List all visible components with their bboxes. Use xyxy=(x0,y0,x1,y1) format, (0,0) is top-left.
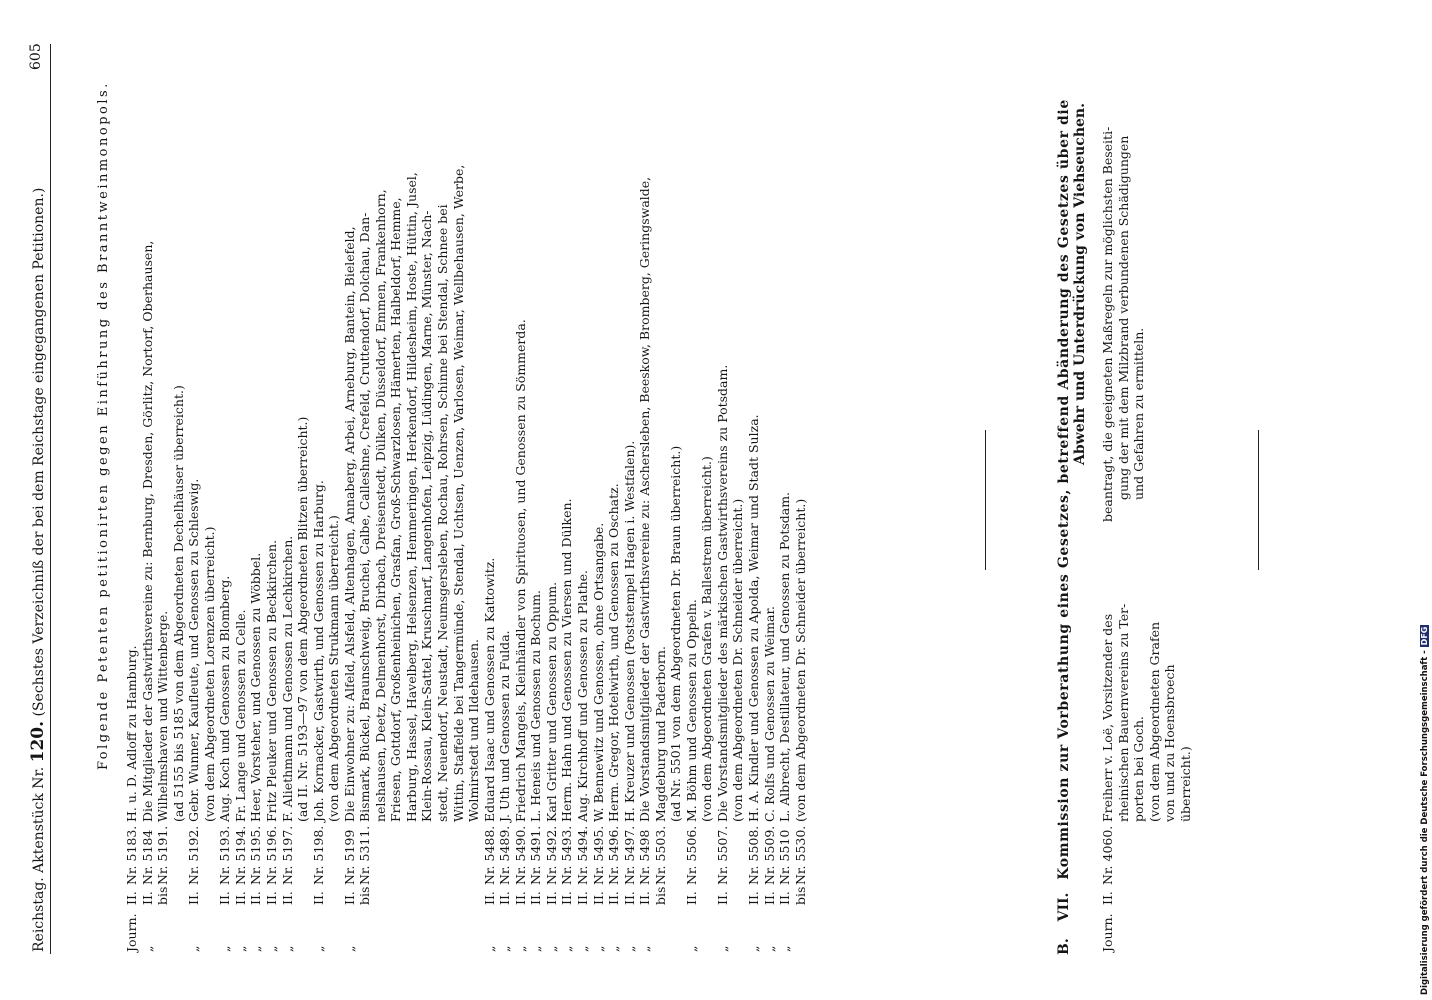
header-rule xyxy=(50,44,51,954)
header-subtitle: (Sechstes Verzeichniß der bei dem Reichstage eingegangenen Petitionen.) xyxy=(31,187,47,717)
row-journal: „ xyxy=(714,945,730,952)
row-roman: II. xyxy=(543,891,559,905)
row-journal: „ xyxy=(139,945,155,952)
row-text: Aug. Kirchhoff und Genossen zu Plathe. xyxy=(574,569,590,822)
row-text: Bismark, Bückel, Braunschweig, Bruchei, Calbe, Calleshne, Crefeld, Cruttendorf, Dolchau, Dan- xyxy=(357,212,373,822)
row-journal: „ xyxy=(559,945,575,952)
row-number: Nr. 5496. xyxy=(606,825,622,885)
row-roman: bis xyxy=(652,886,668,905)
row-text: nelshausen, Deetz, Delmenhorst, Dirbach, Dreisenstedt, Dülken, Düsseldorf, Emmen, Frankenhorn, xyxy=(372,189,388,822)
row-journal: „ xyxy=(263,945,279,952)
row-number: Nr. 5506. xyxy=(683,825,699,885)
row-text: Fritz Pleuker und Genossen zu Beckkirchen. xyxy=(263,539,279,822)
row-roman: II. xyxy=(481,891,497,905)
row-text: Wittin, Staffelde bei Tangermünde, Stendal, Uchtsen, Uenzen, Varlosen, Weimar, Wellbehausen, Werbe, xyxy=(450,164,466,822)
row-roman: II. xyxy=(186,891,202,905)
row-journal: „ xyxy=(574,945,590,952)
row-roman: II. xyxy=(139,891,155,905)
row-number: Nr. 5184 xyxy=(139,829,155,885)
row-text: H. Kreuzer und Genossen (Poststempel Hagen i. Westfalen). xyxy=(621,440,637,822)
petitioner-line: rheinischen Bauernvereins zu Ter- xyxy=(1115,603,1131,822)
separator-rule-b xyxy=(1258,430,1259,570)
row-roman: II. xyxy=(232,891,248,905)
row-roman: II. xyxy=(714,891,730,905)
row-text: F. Aliethmann und Genossen zu Lechkirchen. xyxy=(279,535,295,822)
petitioner-line: (von dem Abgeordneten Grafen xyxy=(1146,621,1162,822)
row-number: Nr. 5192. xyxy=(186,825,202,885)
row-text: Harburg, Hassel, Havelberg, Helsenzen, Hemmeringen, Herkendorf, Hildesheim, Hoste, Hüttin, Jusel, xyxy=(403,172,419,822)
row-journal: „ xyxy=(761,945,777,952)
section-b-title-1: Kommission zur Vorberathung eines Gesetzes, betreffend Abänderung des Gesetzes über die xyxy=(1056,99,1072,880)
row-roman: II. xyxy=(279,891,295,905)
row-roman: bis xyxy=(357,886,373,905)
row-number: Nr. 5495. xyxy=(590,825,606,885)
row-journal: „ xyxy=(746,945,761,952)
row-text: (von dem Abgeordneten Strukmann überreicht.) xyxy=(326,515,342,822)
row-journal: „ xyxy=(341,945,357,952)
section-b-journal: Journ. xyxy=(1100,913,1115,952)
row-text: (ad II. Nr. 5193—97 von dem Abgeordneten Blitzen überreicht.) xyxy=(295,416,311,822)
row-text: Die Vorstandsmitglieder des märkischen Gastwirthsvereins zu Potsdam. xyxy=(714,364,730,822)
section-b-numeral: VII. xyxy=(1056,892,1072,922)
dfg-badge: DFG xyxy=(1420,626,1429,646)
row-journal: „ xyxy=(606,945,622,952)
row-roman: II. xyxy=(746,891,761,905)
row-text: (von dem Abgeordneten Lorenzen überreicht.) xyxy=(201,526,217,822)
row-number: Nr. 5498 xyxy=(637,829,653,885)
row-roman: II. xyxy=(574,891,590,905)
row-text: (von dem Abgeordneten Dr. Schneider überreicht.) xyxy=(792,498,808,822)
row-text: H. u. D. Adloff zu Hamburg. xyxy=(124,645,139,822)
section-b-title-2: Abwehr und Unterdrückung von Viehseuchen. xyxy=(1072,103,1088,465)
row-journal: „ xyxy=(310,945,326,952)
row-roman: II. xyxy=(777,891,793,905)
petitioner-line: von und zu Hoensbroech xyxy=(1162,664,1177,822)
row-number: Nr. 5198. xyxy=(310,825,326,885)
row-number: Nr. 5194. xyxy=(232,825,248,885)
request-line: gung der mit dem Milzbrand verbundenen Schädigungen xyxy=(1115,135,1131,500)
footer-text: Digitalisierung gefördert durch die Deutsche Forschungsgemeinschaft - xyxy=(1420,650,1430,995)
row-number: Nr. 5509. xyxy=(761,825,777,885)
row-journal: „ xyxy=(497,945,513,952)
row-number: Nr. 5508. xyxy=(746,825,761,885)
row-roman: II. xyxy=(248,891,264,905)
row-roman: II. xyxy=(512,891,528,905)
row-number: Nr. 5199 xyxy=(341,829,357,885)
row-roman: bis xyxy=(792,886,808,905)
row-number: Nr. 5488. xyxy=(481,825,497,885)
row-number: Nr. 5197. xyxy=(279,825,295,885)
row-number: Nr. 5493. xyxy=(559,825,575,885)
row-roman: II. xyxy=(341,891,357,905)
row-journal: „ xyxy=(248,945,264,952)
petitioner-line: Freiherr v. Loë, Vorsitzender des xyxy=(1100,613,1115,822)
row-text: Eduard Isaac und Genossen zu Kattowitz. xyxy=(481,557,497,822)
row-text: Gebr. Wunner, Kaufleute, und Genossen zu Schleswig. xyxy=(186,478,202,822)
row-number: Nr. 5510 xyxy=(777,829,793,885)
row-text: Fr. Lange und Genossen zu Celle. xyxy=(232,609,248,822)
row-number: Nr. 5503. xyxy=(652,825,668,885)
section-b-letter: B. xyxy=(1056,938,1072,955)
row-journal: „ xyxy=(279,945,295,952)
row-text: Heer, Vorsteher, und Genossen zu Wöbbel. xyxy=(248,552,264,822)
row-number: Nr. 5494. xyxy=(574,825,590,885)
row-journal: „ xyxy=(232,945,248,952)
row-text: Karl Gritter und Genossen zu Oppum. xyxy=(543,581,559,822)
row-text: Friesen, Gottdorf, Großenheinichen, Grasfan, Groß-Schwarzlosen, Hämerten, Halbeldorf, Hemme, xyxy=(388,197,404,822)
row-journal: Journ. xyxy=(124,913,139,952)
row-text: C. Rolfs und Genossen zu Weimar. xyxy=(761,605,777,822)
request-line: beantragt, die geeigneten Maßregeln zur möglichsten Beseiti- xyxy=(1100,126,1115,522)
row-text: M. Böhm und Genossen zu Oppeln. xyxy=(683,599,699,822)
row-text: Aug. Koch und Genossen zu Blomberg. xyxy=(217,575,233,822)
row-roman: II. xyxy=(606,891,622,905)
row-text: (von dem Abgeordneten Grafen v. Ballestrem überreicht.) xyxy=(699,456,715,822)
row-text: H. A. Kindler und Genossen zu Apolda, Weimar und Stadt Sulza. xyxy=(746,414,761,822)
row-number: Nr. 5191. xyxy=(155,825,171,885)
row-roman: II. xyxy=(310,891,326,905)
row-journal: „ xyxy=(637,945,653,952)
row-roman: II. xyxy=(124,891,139,905)
row-text: L. Albrecht, Destillateur, und Genossen zu Potsdam. xyxy=(777,491,793,822)
row-journal: „ xyxy=(621,945,637,952)
row-roman: bis xyxy=(155,886,171,905)
row-roman: II. xyxy=(621,891,637,905)
section-b-heading xyxy=(1055,99,1073,955)
row-number: Nr. 5489. xyxy=(497,825,513,885)
row-journal: „ xyxy=(777,945,793,952)
row-text: Klein-Rossau, Klein-Sattel, Kruschnarf, Langenhofen, Leipzig, Lüdingen, Marne, Münster, Nach- xyxy=(419,210,435,822)
row-number: Nr. 5530. xyxy=(792,825,808,885)
row-journal: „ xyxy=(590,945,606,952)
row-roman: II. xyxy=(528,891,544,905)
header-prefix: Reichstag. Aktenstück Nr. xyxy=(31,766,47,952)
row-text: Die Vorstandsmitglieder der Gastwirthsvereine zu: Aschersleben, Beeskow, Bromberg, Geringswalde, xyxy=(637,176,653,822)
row-text: L. Heneis und Genossen zu Bochum. xyxy=(528,590,544,822)
row-number: Nr. 5507. xyxy=(714,825,730,885)
header-number: 120. xyxy=(28,720,48,763)
row-journal: „ xyxy=(683,945,699,952)
row-number: Nr. 5311. xyxy=(357,825,373,885)
row-text: Wolmirstedt und Ildehausen. xyxy=(466,639,482,822)
row-text: stedt, Neuendorf, Neustadt, Neumsgersleben, Rochau, Rohrsen, Schinne bei Stendal, Schnee bei xyxy=(435,204,450,822)
row-text: Die Einwohner zu: Alfeld, Alsfeld, Altenhagen, Annaberg, Arbei, Arneburg, Bantein, Bielefeld, xyxy=(341,226,357,822)
row-text: Friedrich Mangels, Kleinhändler von Spirituosen, und Genossen zu Sömmerda. xyxy=(512,319,528,822)
row-text: (ad 5155 bis 5185 von dem Abgeordneten Dechelhäuser überreicht.) xyxy=(170,385,186,822)
row-roman: II. xyxy=(497,891,513,905)
row-number: Nr. 5490. xyxy=(512,825,528,885)
row-roman: II. xyxy=(761,891,777,905)
row-number: Nr. 5497. xyxy=(621,825,637,885)
row-journal: „ xyxy=(528,945,544,952)
row-text: (ad Nr. 5501 von dem Abgeordneten Dr. Braun überreicht.) xyxy=(668,445,684,822)
request-line: und Gefahren zu ermitteln. xyxy=(1131,327,1146,500)
row-journal: „ xyxy=(481,945,497,952)
row-roman: II. xyxy=(217,891,233,905)
row-number: Nr. 5183. xyxy=(124,825,139,885)
row-text: Magdeburg und Paderborn. xyxy=(652,646,668,822)
row-text: (von dem Abgeordneten Dr. Schneider überreicht.) xyxy=(730,498,746,822)
row-journal: „ xyxy=(512,945,528,952)
row-number: Nr. 5196. xyxy=(263,825,279,885)
row-number: Nr. 5492. xyxy=(543,825,559,885)
section-b-num: Nr. 4060. xyxy=(1100,825,1115,885)
row-roman: II. xyxy=(590,891,606,905)
row-roman: II. xyxy=(683,891,699,905)
page-number: 605 xyxy=(28,43,44,70)
row-roman: II. xyxy=(263,891,279,905)
row-text: J. Uth und Genossen zu Fulda. xyxy=(497,630,513,822)
separator-rule xyxy=(985,430,986,570)
row-text: Wilhelmshaven und Wittenberge. xyxy=(155,610,171,822)
row-roman: II. xyxy=(637,891,653,905)
petitioner-line: überreicht.) xyxy=(1177,746,1193,822)
row-number: Nr. 5491. xyxy=(528,825,544,885)
row-text: Die Mitglieder der Gastwirthsvereine zu: Bernburg, Dresden, Görlitz, Nortorf, Oberhausen, xyxy=(139,240,155,822)
row-text: Herm. Gregor, Hotelwirth, und Genossen zu Oschatz. xyxy=(606,483,622,822)
section-b-roman: II. xyxy=(1100,891,1115,905)
row-journal: „ xyxy=(543,945,559,952)
petitioner-line: porten bei Goch. xyxy=(1131,716,1146,822)
row-number: Nr. 5193. xyxy=(217,825,233,885)
row-text: Joh. Kornacker, Gastwirth, und Genossen zu Harburg. xyxy=(310,480,326,822)
section-a-heading: Folgende Petenten petitionirten gegen Einführung des Branntweinmonopols. xyxy=(96,81,111,770)
running-header xyxy=(28,188,48,952)
row-journal: „ xyxy=(217,945,233,952)
dfg-footer xyxy=(1420,625,1430,995)
row-text: Herm. Hahn und Genossen zu Viersen und Dülken. xyxy=(559,498,575,822)
row-roman: II. xyxy=(559,891,575,905)
row-number: Nr. 5195. xyxy=(248,825,264,885)
row-journal: „ xyxy=(186,945,202,952)
row-text: W. Bennewitz und Genossen, ohne Ortsangabe. xyxy=(590,522,606,822)
